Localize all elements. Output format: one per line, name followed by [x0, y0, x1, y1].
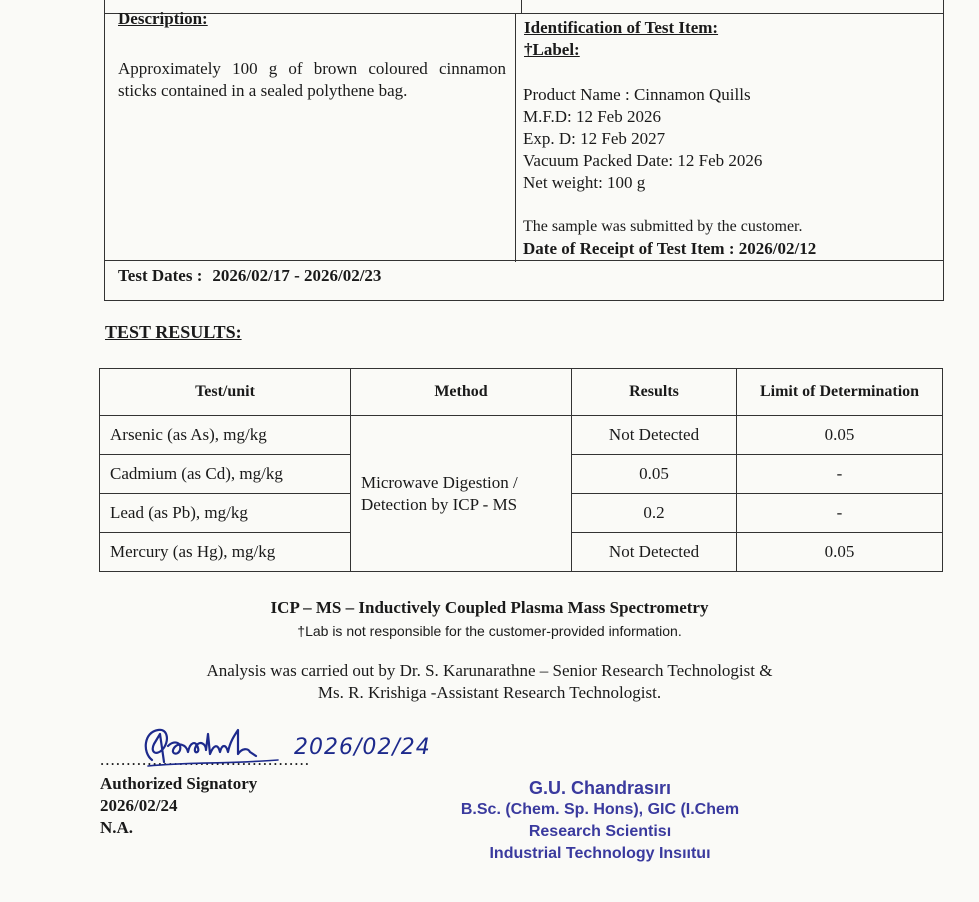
limit-value: -	[737, 494, 943, 533]
expiry-date: Exp. D: 12 Feb 2027	[523, 129, 666, 148]
box-rule-top	[104, 13, 944, 14]
stamp-institute: Industrial Technology Insııtuı	[489, 845, 711, 862]
result-value: Not Detected	[572, 533, 737, 572]
lab-disclaimer: †Lab is not responsible for the customer-provided information.	[297, 623, 682, 639]
signatory-block	[100, 773, 257, 839]
test-name: Arsenic (as As), mg/kg	[100, 416, 351, 455]
description-title: Description:	[118, 9, 208, 28]
signatory-initials: N.A.	[100, 818, 134, 837]
official-stamp	[440, 777, 760, 865]
limit-value: 0.05	[737, 533, 943, 572]
signature-line: ........................................	[100, 750, 310, 769]
test-name: Mercury (as Hg), mg/kg	[100, 533, 351, 572]
vacuum-packed-date: Vacuum Packed Date: 12 Feb 2026	[523, 151, 763, 170]
test-dates-value: 2026/02/17 - 2026/02/23	[212, 266, 382, 285]
header-limit: Limit of Determination	[737, 369, 943, 416]
table-header-row	[100, 369, 943, 416]
box-rule-bottom	[104, 260, 944, 261]
header-test-unit: Test/unit	[100, 369, 351, 416]
mfd-date: M.F.D: 12 Feb 2026	[523, 107, 661, 126]
stamp-role: Research Scientisı	[528, 823, 672, 840]
test-dates-label: Test Dates :	[118, 266, 203, 285]
results-title: TEST RESULTS:	[105, 322, 242, 342]
receipt-date: Date of Receipt of Test Item : 2026/02/12	[523, 239, 817, 258]
test-dates	[118, 266, 381, 286]
result-value: Not Detected	[572, 416, 737, 455]
icp-definition: ICP – MS – Inductively Coupled Plasma Mass Spectrometry	[270, 598, 709, 617]
header-results: Results	[572, 369, 737, 416]
submitted-note: The sample was submitted by the customer.	[523, 218, 803, 235]
header-method: Method	[351, 369, 572, 416]
results-table	[99, 368, 943, 572]
result-value: 0.2	[572, 494, 737, 533]
signatory-date: 2026/02/24	[100, 796, 178, 815]
stamp-degree: B.Sc. (Chem. Sp. Hons), GIC (I.Chem	[460, 801, 740, 818]
net-weight: Net weight: 100 g	[523, 173, 646, 192]
limit-value: -	[737, 455, 943, 494]
analysis-line-2: Ms. R. Krishiga -Assistant Research Technologist.	[317, 683, 662, 702]
handwritten-date: 2026/02/24	[294, 735, 431, 760]
test-name: Cadmium (as Cd), mg/kg	[100, 455, 351, 494]
analysis-statement	[0, 660, 979, 704]
stamp-name: G.U. Chandrasırı	[528, 778, 672, 798]
label-heading: †Label:	[524, 40, 580, 59]
limit-value: 0.05	[737, 416, 943, 455]
identification-title: Identification of Test Item:	[524, 18, 719, 37]
description-text: Approximately 100 g of brown coloured cinnamon sticks contained in a sealed polythene bag.	[118, 59, 506, 100]
result-value: 0.05	[572, 455, 737, 494]
table-row	[100, 416, 943, 455]
analysis-line-1: Analysis was carried out by Dr. S. Karunarathne – Senior Research Technologist &	[206, 661, 773, 680]
box-column-divider	[515, 14, 516, 262]
signatory-title: Authorized Signatory	[100, 774, 258, 793]
test-name: Lead (as Pb), mg/kg	[100, 494, 351, 533]
method-cell: Microwave Digestion / Detection by ICP - MS	[351, 416, 572, 572]
handwritten-signature	[138, 722, 288, 774]
product-name: Product Name : Cinnamon Quills	[523, 85, 751, 104]
